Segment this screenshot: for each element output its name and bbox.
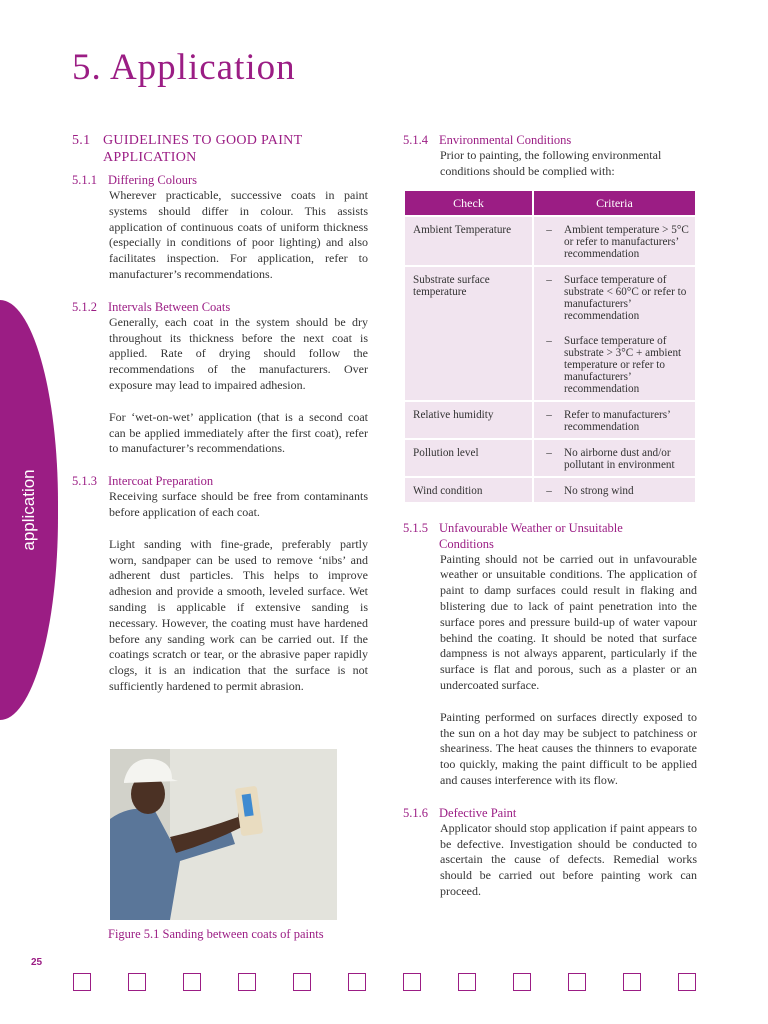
footer-box xyxy=(458,973,476,991)
criteria-item xyxy=(534,409,689,433)
dash-marker: – xyxy=(546,484,552,497)
paragraph: For ‘wet-on-wet’ application (that is a second coat can be applied immediately after the first coat), refer to manufacturer’s recommendations. xyxy=(109,409,368,456)
dash-marker: – xyxy=(546,334,552,347)
subsection-heading-515 xyxy=(403,520,697,552)
dash-marker: – xyxy=(546,223,552,236)
subsection-number: 5.1.3 xyxy=(72,474,97,489)
footer-box xyxy=(238,973,256,991)
subsection-title: Defective Paint xyxy=(439,805,517,820)
check-cell: Substrate surface temperature xyxy=(405,267,532,400)
paragraph: Receiving surface should be free from contaminants before application of each coat. xyxy=(109,489,368,519)
left-column xyxy=(72,132,368,695)
subsection-title: Environmental Conditions xyxy=(439,133,572,147)
section-heading xyxy=(72,132,368,166)
table-row xyxy=(405,217,695,265)
footer-box xyxy=(513,973,531,991)
criteria-text: No strong wind xyxy=(564,484,634,497)
paragraph: Light sanding with fine-grade, preferably partly worn, sandpaper can be used to remove ‘nibs’ and adherent dust particles. This helps to improve adhesion and provide a smooth, leveled surface. Wet sanding is applicable if extensive sanding is necessary. However, the coating must have hardened before any sanding work can be carried out. If the coatings scratch or tear, or the abrasive paper rapidly clogs, it is an indication that the surface is not sufficiently hardened to permit abrasion. xyxy=(109,536,368,693)
section-title-line2: APPLICATION xyxy=(103,150,197,165)
criteria-text: Surface temperature of substrate < 60°C or refer to manufacturers’ recommendation xyxy=(564,273,687,322)
footer-box xyxy=(348,973,366,991)
criteria-cell xyxy=(534,267,695,400)
paragraph: Wherever practicable, successive coats in paint systems should differ in colour. This assists application of continuous coats of uniform thickness (especially in conditions of poor lighting) and also facilitates inspection. For application, refer to manufacturer’s recommendations. xyxy=(109,188,368,281)
footer-box xyxy=(678,973,696,991)
subsection-heading-512 xyxy=(72,299,368,315)
subsection-heading-511 xyxy=(72,172,368,188)
criteria-cell xyxy=(534,440,695,476)
paragraph: Painting performed on surfaces directly exposed to the sun on a hot day may be subject to patchiness or sheariness. The heat causes the thinners to evaporate too quickly, making the paint difficult to be applied and causes interference with its flow. xyxy=(440,709,697,787)
paragraph: Painting should not be carried out in unfavourable weather or unsuitable conditions. The application of paint to damp surfaces could result in flaking and blistering due to lack of paint penetration into the surface pores and pressure build-up of water vapour behind the coating. It should be noted that surface dampness is not always apparent, particularly if the surface is flat and porous, such as a plaster or an undercoated surface. xyxy=(440,551,697,692)
table-header-criteria: Criteria xyxy=(534,191,695,215)
paragraph: Applicator should stop application if paint appears to be defective. Investigation should be conducted to ascertain the cause of defects. Remedial works should be carried out before painting work can proceed. xyxy=(440,820,697,898)
environmental-conditions-table xyxy=(403,189,697,504)
subsection-number: 5.1.4 xyxy=(403,133,428,147)
table-body xyxy=(405,217,695,502)
criteria-item xyxy=(534,335,689,395)
check-cell: Wind condition xyxy=(405,478,532,502)
figure-caption: Figure 5.1 Sanding between coats of paints xyxy=(108,927,324,941)
subsection-number: 5.1.1 xyxy=(72,173,97,187)
footer-box xyxy=(73,973,91,991)
table-row xyxy=(405,402,695,438)
section-title-line1: GUIDELINES TO GOOD PAINT xyxy=(103,133,303,148)
table-row xyxy=(405,440,695,476)
right-column xyxy=(403,132,697,900)
criteria-text: Surface temperature of substrate > 3°C + ambient temperature or refer to manufacturers’ recommendation xyxy=(564,334,682,395)
side-tab-label: application xyxy=(19,469,38,551)
table-row xyxy=(405,267,695,400)
footer-box xyxy=(293,973,311,991)
criteria-text: Ambient temperature > 5°C or refer to manufacturers’ recommendation xyxy=(564,223,689,260)
subsection-title: Differing Colours xyxy=(108,173,197,187)
criteria-item xyxy=(534,224,689,260)
dash-marker: – xyxy=(546,408,552,421)
subsection-title: Unfavourable Weather or Unsuitable xyxy=(439,520,623,535)
check-cell: Ambient Temperature xyxy=(405,217,532,265)
subsection-heading-516 xyxy=(403,805,697,821)
subsection-number: 5.1.6 xyxy=(403,805,428,820)
table-row xyxy=(405,478,695,502)
footer-box xyxy=(568,973,586,991)
criteria-cell xyxy=(534,478,695,502)
page-number: 25 xyxy=(31,957,43,968)
section-number: 5.1 xyxy=(72,133,91,148)
table-header-row xyxy=(405,191,695,215)
check-cell: Relative humidity xyxy=(405,402,532,438)
dash-marker: – xyxy=(546,446,552,459)
check-cell: Pollution level xyxy=(405,440,532,476)
worker-illustration xyxy=(110,749,337,920)
criteria-text: No airborne dust and/or pollutant in environment xyxy=(564,446,675,471)
subsection-title: Intercoat Preparation xyxy=(108,474,214,489)
paragraph: Generally, each coat in the system should be dry throughout its thickness before the next coat is applied. Rate of drying should follow the recommendations of the manufacturers. Over exposure may lead to impaired adhesion. xyxy=(109,314,368,392)
subsection-number: 5.1.5 xyxy=(403,520,428,535)
subsection-heading-513 xyxy=(72,473,368,489)
footer-box xyxy=(403,973,421,991)
footer-box-row xyxy=(73,973,696,991)
subsection-number: 5.1.2 xyxy=(72,299,97,314)
footer-box xyxy=(183,973,201,991)
criteria-cell xyxy=(534,402,695,438)
dash-marker: – xyxy=(546,273,552,286)
criteria-text: Refer to manufacturers’ recommendation xyxy=(564,408,671,433)
subsection-heading-514 xyxy=(403,132,697,148)
table-header-check: Check xyxy=(405,191,532,215)
criteria-item xyxy=(534,447,689,471)
subsection-title-cont: Conditions xyxy=(439,536,494,551)
subsection-title: Intervals Between Coats xyxy=(108,299,231,314)
footer-box xyxy=(623,973,641,991)
paragraph: Prior to painting, the following environmental conditions should be complied with: xyxy=(440,148,662,178)
criteria-item xyxy=(534,274,689,322)
criteria-item xyxy=(534,485,689,497)
criteria-cell xyxy=(534,217,695,265)
footer-box xyxy=(128,973,146,991)
sanding-photo xyxy=(110,749,337,920)
page-title: 5. Application xyxy=(72,47,296,88)
